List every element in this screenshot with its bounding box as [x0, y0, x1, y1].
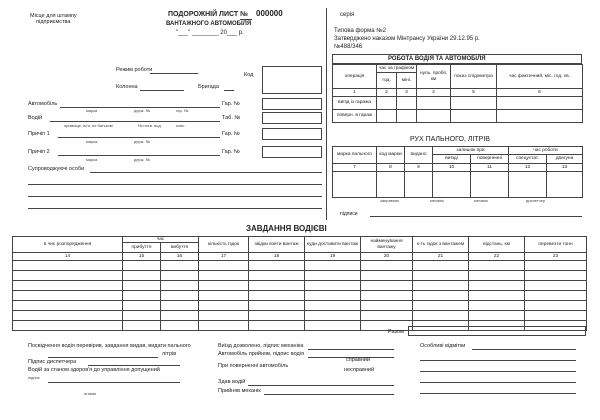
trailer2-label: Причіп 2	[28, 149, 50, 155]
signatures-label: підписи	[340, 211, 358, 217]
escort-label: Супроводжуючі особи	[28, 166, 85, 172]
doc-number: 000000	[256, 9, 283, 18]
mechanic-receive-label: Прийняв механік	[218, 388, 261, 394]
dispatcher-sign-label: Підпис диспетчера	[28, 359, 77, 365]
approval-number: №488/346	[334, 44, 363, 50]
car-label: Автомобіль	[28, 101, 58, 107]
work-table-title: РОБОТА ВОДІЯ ТА АВТОМОБІЛЯ	[388, 56, 486, 62]
form-type: Типова форма №2	[334, 28, 386, 34]
medical-check-text: Водій за станом здоров'я до управління допущений	[28, 367, 160, 373]
task-table: в чиє розпорядження час кількість їздок звідки взяти вантаж куди доставити вантаж найменування вантажу к-ть їздок з вантажем відстань, км перевезти тонн прибуття вибуття 14 15 16 17 18 19 20 21 22 23	[12, 236, 587, 331]
row-back-label: поверн. в гараж	[333, 110, 377, 123]
row-out-label: виїзд із гаража	[333, 97, 377, 110]
dispatcher-check-text: Посвідчення водія перевірив, завдання видав, видати пального	[28, 343, 191, 349]
driver-handover-label: Здав водій	[218, 379, 246, 385]
waybill-form: Місце для штампу підприємства ПОДОРОЖНІЙ ЛИСТ № 000000 ВАНТАЖНОГО АВТОМОБІЛЯ "___" ________ 20___ р. серія Типова форма №2 Затверджено наказом Мінтрансу України 29.12.95 р. №488/346 Режим роботи Колонна Бригада Код Автомобіль марка держ. № гар. № Гар. № Водій прізвище, ім'я, по батькові № посв. вод. клас Таб. № Причіп 1 марка держ. № Гар. № Причіп 2 марка держ. № Гар. № Супроводжуючі особи РОБОТА ВОДІЯ ТА АВТОМОБІЛЯ операція час за графіком нуль. пробіг, км показ спідометра час фактичний, міс. год. хв. год. міні. 1 2 3 4 5 6 виїзд із гаража поверн. в гараж РУХ ПАЛЬНОГО, ЛІТРІВ марка пального код марки видано залишок при час роботи виїзді поверненні спецустат. двигуна 7 8 9 10 11 12 13 підписи заправник механік механік диспетчер ЗАВДАННЯ ВОДІЄВІ в чиє розпорядження час кількість їздок звідки взяти вантаж куди доставити вантаж найменування вантажу к-ть їздок з вантажем відстань, км перевезти тонн прибуття вибуття 14 15 16 17 18 19 20 21 22 23 Разом Посвідчення водія перевірив, завдання видав, видати пального літрів Підпис диспетчера Водій за станом здоров'я до управління допущений підпис штамп Виїзд дозволено, підпис механіка Автомобіль прийняв, підпис водія При поверненні автомобіль справний несправний Здав водій Прийняв механік Особливі відмітки	[0, 0, 600, 420]
total-label: Разом	[388, 329, 404, 335]
state-faulty: несправний	[344, 367, 375, 373]
code-label: Код	[244, 72, 254, 78]
work-mode-label: Режим роботи	[116, 67, 153, 73]
tab-no-label: Таб. №	[222, 115, 241, 121]
series-label: серія	[340, 12, 355, 18]
code-box	[262, 66, 322, 94]
form-title: ПОДОРОЖНІЙ ЛИСТ №	[168, 11, 248, 18]
stamp-place-label: Місце для штампу підприємства	[30, 13, 77, 26]
stamp-label: штамп	[84, 391, 97, 396]
work-table: операція час за графіком нуль. пробіг, км показ спідометра час фактичний, міс. год. хв. год. міні. 1 2 3 4 5 6 виїзд із гаража поверн. в гараж	[332, 64, 583, 123]
form-subtitle: ВАНТАЖНОГО АВТОМОБІЛЯ	[166, 21, 252, 27]
mechanic-permit-label: Виїзд дозволено, підпис механіка	[218, 343, 304, 349]
task-table-title: ЗАВДАННЯ ВОДІЄВІ	[246, 224, 327, 233]
driver-label: Водій	[28, 115, 43, 121]
fuel-table-title: РУХ ПАЛЬНОГО, ЛІТРІВ	[410, 136, 490, 143]
trailer1-label: Причіп 1	[28, 131, 50, 137]
driver-accept-label: Автомобіль прийняв, підпис водія	[218, 351, 304, 357]
state-good: справний	[346, 357, 370, 363]
return-state-label: При поверненні автомобіль	[218, 363, 289, 369]
special-notes-label: Особливі відмітки	[420, 343, 466, 349]
date-field: "___" ________ 20___ р.	[176, 30, 244, 36]
brigade-label: Бригада	[198, 84, 219, 90]
fuel-table: марка пального код марки видано залишок при час роботи виїзді поверненні спецустат. двигуна 7 8 9 10 11 12 13	[332, 146, 583, 198]
approval-note: Затверджено наказом Мінтрансу України 29.12.95 р.	[334, 36, 480, 42]
gar-no-label: Гар. №	[222, 101, 240, 107]
column-label: Колонна	[116, 84, 138, 90]
